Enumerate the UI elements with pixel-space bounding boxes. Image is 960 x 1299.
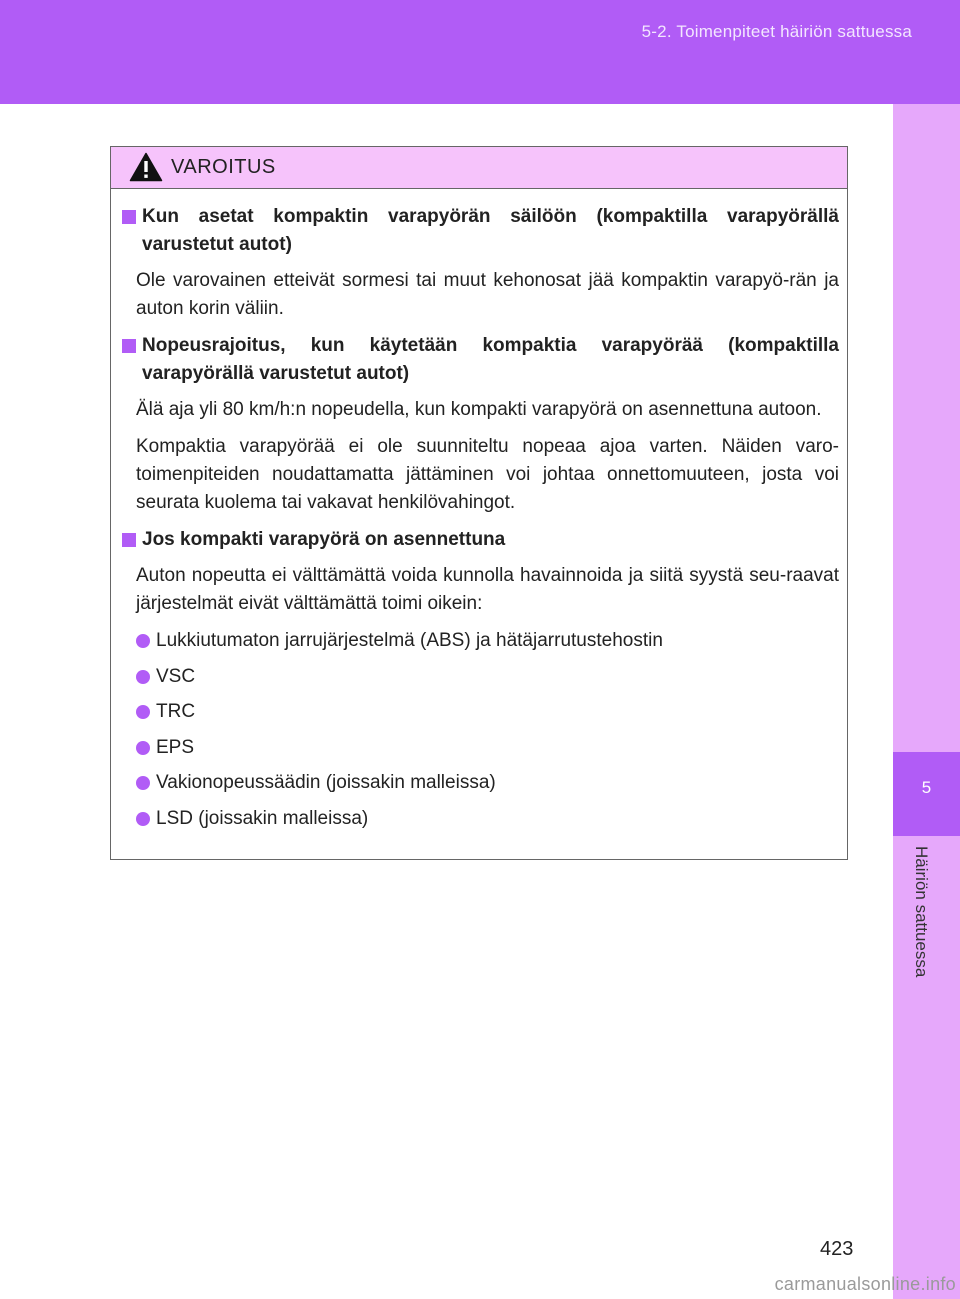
- warning-box: [110, 146, 848, 860]
- list-item: [136, 698, 839, 726]
- paragraph: Auton nopeutta ei välttämättä voida kunnolla havainnoida ja siitä syystä seu-raavat järjestelmät eivät välttämättä toimi oikein:: [136, 565, 839, 614]
- chapter-number: 5: [921, 778, 932, 797]
- section-heading: [122, 203, 839, 259]
- section-heading: [122, 526, 839, 554]
- list-item-text: LSD (joissakin malleissa): [156, 807, 369, 829]
- paragraph: Ole varovainen etteivät sormesi tai muut kehonosat jää kompaktin varapyö-rän ja auton korin väliin.: [136, 270, 839, 319]
- list-item: [136, 627, 839, 655]
- section-heading: [122, 332, 839, 388]
- list-item: [136, 805, 839, 833]
- chapter-number-tab: [893, 752, 960, 836]
- list-item: [136, 663, 839, 691]
- list-item-text: EPS: [156, 736, 195, 758]
- round-bullet-icon: [136, 812, 150, 826]
- warning-header: [111, 147, 847, 189]
- list-item-text: VSC: [156, 665, 196, 687]
- list-item-text: TRC: [156, 701, 196, 722]
- list-item: [136, 734, 839, 762]
- list-item-text: Vakionopeussäädin (joissakin malleissa): [156, 772, 496, 793]
- watermark: carmanualsonline.info: [774, 1274, 956, 1294]
- warning-content: [111, 189, 847, 833]
- round-bullet-icon: [136, 670, 150, 684]
- section-title: 5-2. Toimenpiteet häiriön sattuessa: [641, 22, 912, 41]
- chapter-label: Häiriön sattuessa: [912, 846, 931, 978]
- page-number: 423: [820, 1238, 854, 1260]
- paragraph: Älä aja yli 80 km/h:n nopeudella, kun kompakti varapyörä on asennettuna autoon.: [136, 399, 822, 420]
- square-bullet-icon: [122, 339, 136, 353]
- warning-title: VAROITUS: [171, 156, 276, 178]
- round-bullet-icon: [136, 705, 150, 719]
- chapter-side-tab: [893, 104, 960, 1299]
- section-heading-text: Jos kompakti varapyörä on asennettuna: [142, 529, 506, 550]
- chapter-label-container: [893, 846, 960, 1006]
- round-bullet-icon: [136, 634, 150, 648]
- page-header: [0, 0, 960, 104]
- warning-triangle-icon: [129, 152, 163, 182]
- section-heading-text: Nopeusrajoitus, kun käytetään kompaktia varapyörää (kompaktilla varapyörällä varustetut autot): [142, 335, 839, 384]
- list-item-text: Lukkiutumaton jarrujärjestelmä (ABS) ja hätäjarrutustehostin: [156, 630, 663, 651]
- square-bullet-icon: [122, 210, 136, 224]
- square-bullet-icon: [122, 533, 136, 547]
- round-bullet-icon: [136, 741, 150, 755]
- paragraph: Kompaktia varapyörää ei ole suunniteltu nopeaa ajoa varten. Näiden varo-toimenpiteiden noudattamatta jättäminen voi johtaa onnettomuuteen, josta voi seurata kuolema tai vakavat henkilövahingot.: [136, 436, 839, 513]
- list-item: [136, 769, 839, 797]
- section-heading-text: Kun asetat kompaktin varapyörän säilöön (kompaktilla varapyörällä varustetut autot): [142, 206, 839, 255]
- round-bullet-icon: [136, 776, 150, 790]
